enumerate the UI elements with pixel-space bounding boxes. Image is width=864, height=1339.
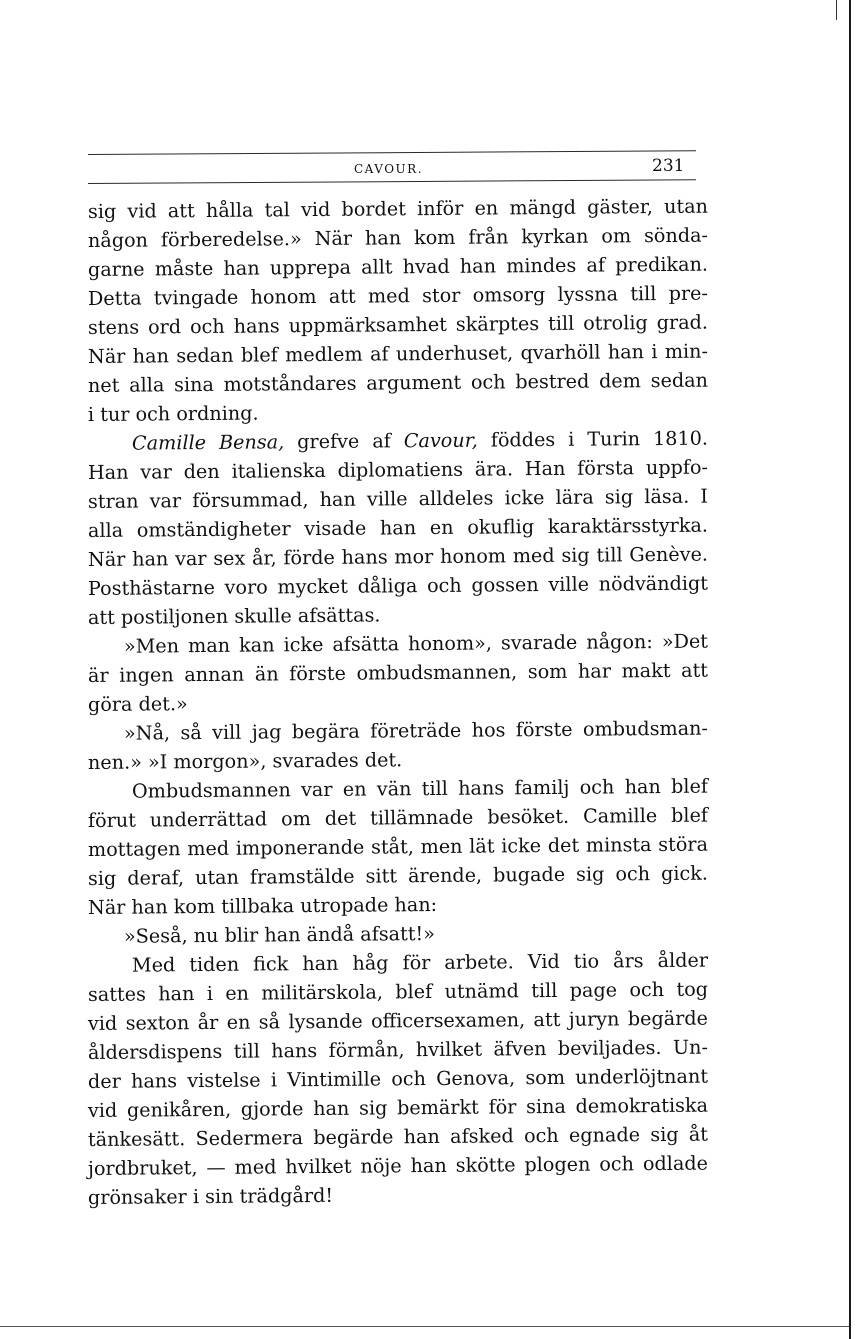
- text-line: När han kom tillbaka utropade han:: [87, 892, 438, 919]
- page-bottom-edge: [0, 1326, 849, 1327]
- text-line: mottagen med imponerande ståt, men lät icke det minsta störa: [87, 832, 709, 861]
- text-line: alla omständigheter visade han en okuflig karaktärsstyrka.: [87, 513, 709, 542]
- text-line: grönsaker i sin trädgård!: [87, 1183, 334, 1209]
- text-line: vid genikåren, gjorde han sig bemärkt för sina demokratiska: [87, 1093, 709, 1122]
- text-line: Med tiden fick han håg för arbete. Vid tio års ålder: [131, 948, 709, 977]
- text-line: sig vid att hålla tal vid bordet inför en mängd gäster, utan: [87, 194, 709, 223]
- page-edge-line: [849, 0, 851, 1339]
- text-line: »Nå, så vill jag begära företräde hos förste ombudsman-: [123, 716, 709, 745]
- text-line: Posthästarne voro mycket dåliga och gossen ville nödvändigt: [87, 571, 709, 600]
- page-number: 231: [652, 156, 685, 176]
- text-line: förut underrättad om det tillämnade besöket. Camille blef: [87, 803, 709, 832]
- text-line: är ingen annan än förste ombudsmannen, som har makt att: [87, 658, 709, 687]
- page-edge-mark: [836, 0, 837, 20]
- text-line: jordbruket, — med hvilket nöje han skötte plogen och odlade: [87, 1151, 709, 1180]
- text-line: stens ord och hans uppmärksamhet skärptes till otrolig grad.: [87, 310, 709, 339]
- italic-name: Camille Bensa,: [131, 430, 285, 455]
- text-line: »Men man kan icke afsätta honom», svarade någon: »Det: [123, 629, 709, 658]
- text-line: Detta tvingade honom att med stor omsorg lyssna till pre-: [87, 281, 709, 310]
- text-line: att postiljonen skulle afsättas.: [87, 603, 381, 629]
- text-line: stran var försummad, han ville alldeles icke lära sig läsa. I: [87, 484, 709, 513]
- running-head: [0, 158, 864, 182]
- text-line: sattes han i en militärskola, blef utnämd till page och tog: [87, 977, 709, 1006]
- running-title: CAVOUR.: [354, 162, 424, 176]
- text-line: Camille Bensa, grefve af Cavour, föddes i Turin 1810.: [131, 426, 709, 455]
- text-line: nen.» »I morgon», svarades det.: [87, 748, 403, 774]
- text-line: Han var den italienska diplomatiens ära. Han första uppfo-: [87, 455, 709, 484]
- text-line: När han sedan blef medlem af underhuset, qvarhöll han i min-: [87, 339, 709, 368]
- text-line: tänkesätt. Sedermera begärde han afsked och egnade sig åt: [87, 1122, 709, 1151]
- text-line: i tur och ordning.: [87, 401, 259, 426]
- text-line: der hans vistelse i Vintimille och Genova, som underlöjtnant: [87, 1064, 709, 1093]
- text-line: Ombudsmannen var en vän till hans familj och han blef: [131, 774, 709, 803]
- italic-place: Cavour,: [403, 428, 478, 453]
- text-line: vid sexton år en så lysande officersexamen, att juryn begärde: [87, 1006, 709, 1035]
- text-line: någon förberedelse.» När han kom från kyrkan om sönda-: [87, 223, 709, 252]
- text-line: sig deraf, utan framstälde sitt ärende, bugade sig och gick.: [87, 861, 709, 890]
- text-line: göra det.»: [87, 692, 188, 716]
- text-line: När han var sex år, förde hans mor honom med sig till Genève.: [87, 542, 709, 571]
- header-rule-top: [88, 150, 696, 155]
- text-line: åldersdispens till hans förmån, hvilket äfven beviljades. Un-: [87, 1035, 709, 1064]
- text-line: net alla sina motståndares argument och bestred dem sedan: [87, 368, 709, 397]
- text-line: »Seså, nu blir han ändå afsatt!»: [123, 921, 436, 948]
- text-line: garne måste han upprepa allt hvad han mindes af predikan.: [87, 252, 709, 281]
- body-text: [87, 194, 709, 1209]
